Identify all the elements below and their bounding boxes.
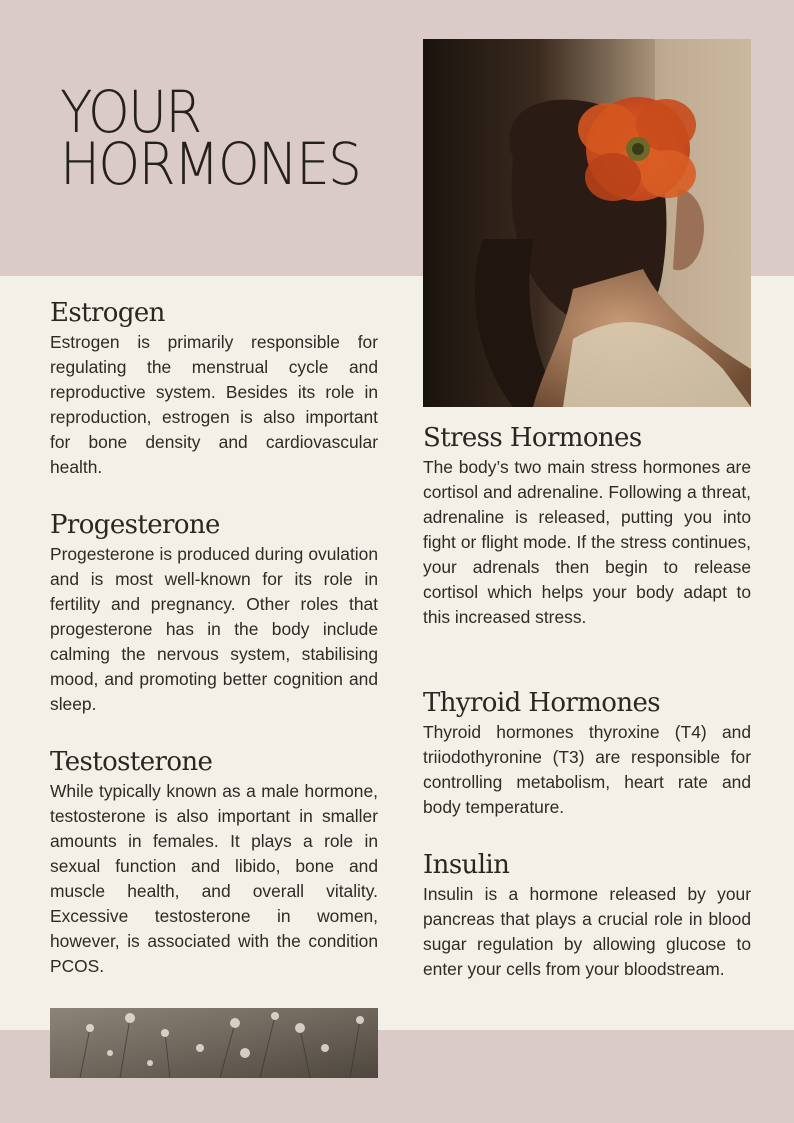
estrogen-section (50, 296, 378, 480)
stress-hormones-body: The body’s two main stress hormones are cortisol and adrenaline. Following a threat, adrenaline is released, putting you into fight or flight mode. If the stress continues, your adrenals then begin to release cortisol which helps your body adapt to this increased stress. (423, 457, 751, 627)
stress-hormones-section (423, 421, 751, 630)
insulin-heading: Insulin (423, 850, 510, 880)
title-line-1: YOUR (60, 78, 201, 146)
thyroid-hormones-body: Thyroid hormones thyroxine (T4) and triiodothyronine (T3) are responsible for controlling metabolism, heart rate and body temperature. (423, 722, 751, 817)
thyroid-hormones-section (423, 686, 751, 820)
insulin-section (423, 848, 751, 982)
estrogen-body: Estrogen is primarily responsible for regulating the menstrual cycle and reproductive system. Besides its role in reproduction, estrogen is also important for bone density and cardiovascular health. (50, 332, 378, 477)
estrogen-heading: Estrogen (50, 298, 165, 328)
insulin-body: Insulin is a hormone released by your pancreas that plays a crucial role in blood sugar regulation by allowing glucose to enter your cells from your bloodstream. (423, 884, 751, 979)
progesterone-section (50, 508, 378, 717)
title-line-2: HORMONES (60, 130, 361, 198)
stress-hormones-heading: Stress Hormones (423, 423, 642, 453)
progesterone-heading: Progesterone (50, 510, 220, 540)
dried-flowers-photo (50, 1008, 378, 1078)
thyroid-hormones-heading: Thyroid Hormones (423, 688, 661, 718)
progesterone-body: Progesterone is produced during ovulation and is most well-known for its role in fertility and pregnancy. Other roles that progesterone has in the body include calming the nervous system, stabilising mood, and promoting better cognition and sleep. (50, 544, 378, 714)
woman-with-poppy-photo (423, 39, 751, 407)
testosterone-body: While typically known as a male hormone, testosterone is also important in smaller amounts in females. It plays a role in sexual function and libido, bone and muscle health, and overall vitality. Excessive testosterone in women, however, is associated with the condition PCOS. (50, 781, 378, 976)
testosterone-heading: Testosterone (50, 747, 213, 777)
testosterone-section (50, 745, 378, 979)
page-title (60, 78, 361, 198)
